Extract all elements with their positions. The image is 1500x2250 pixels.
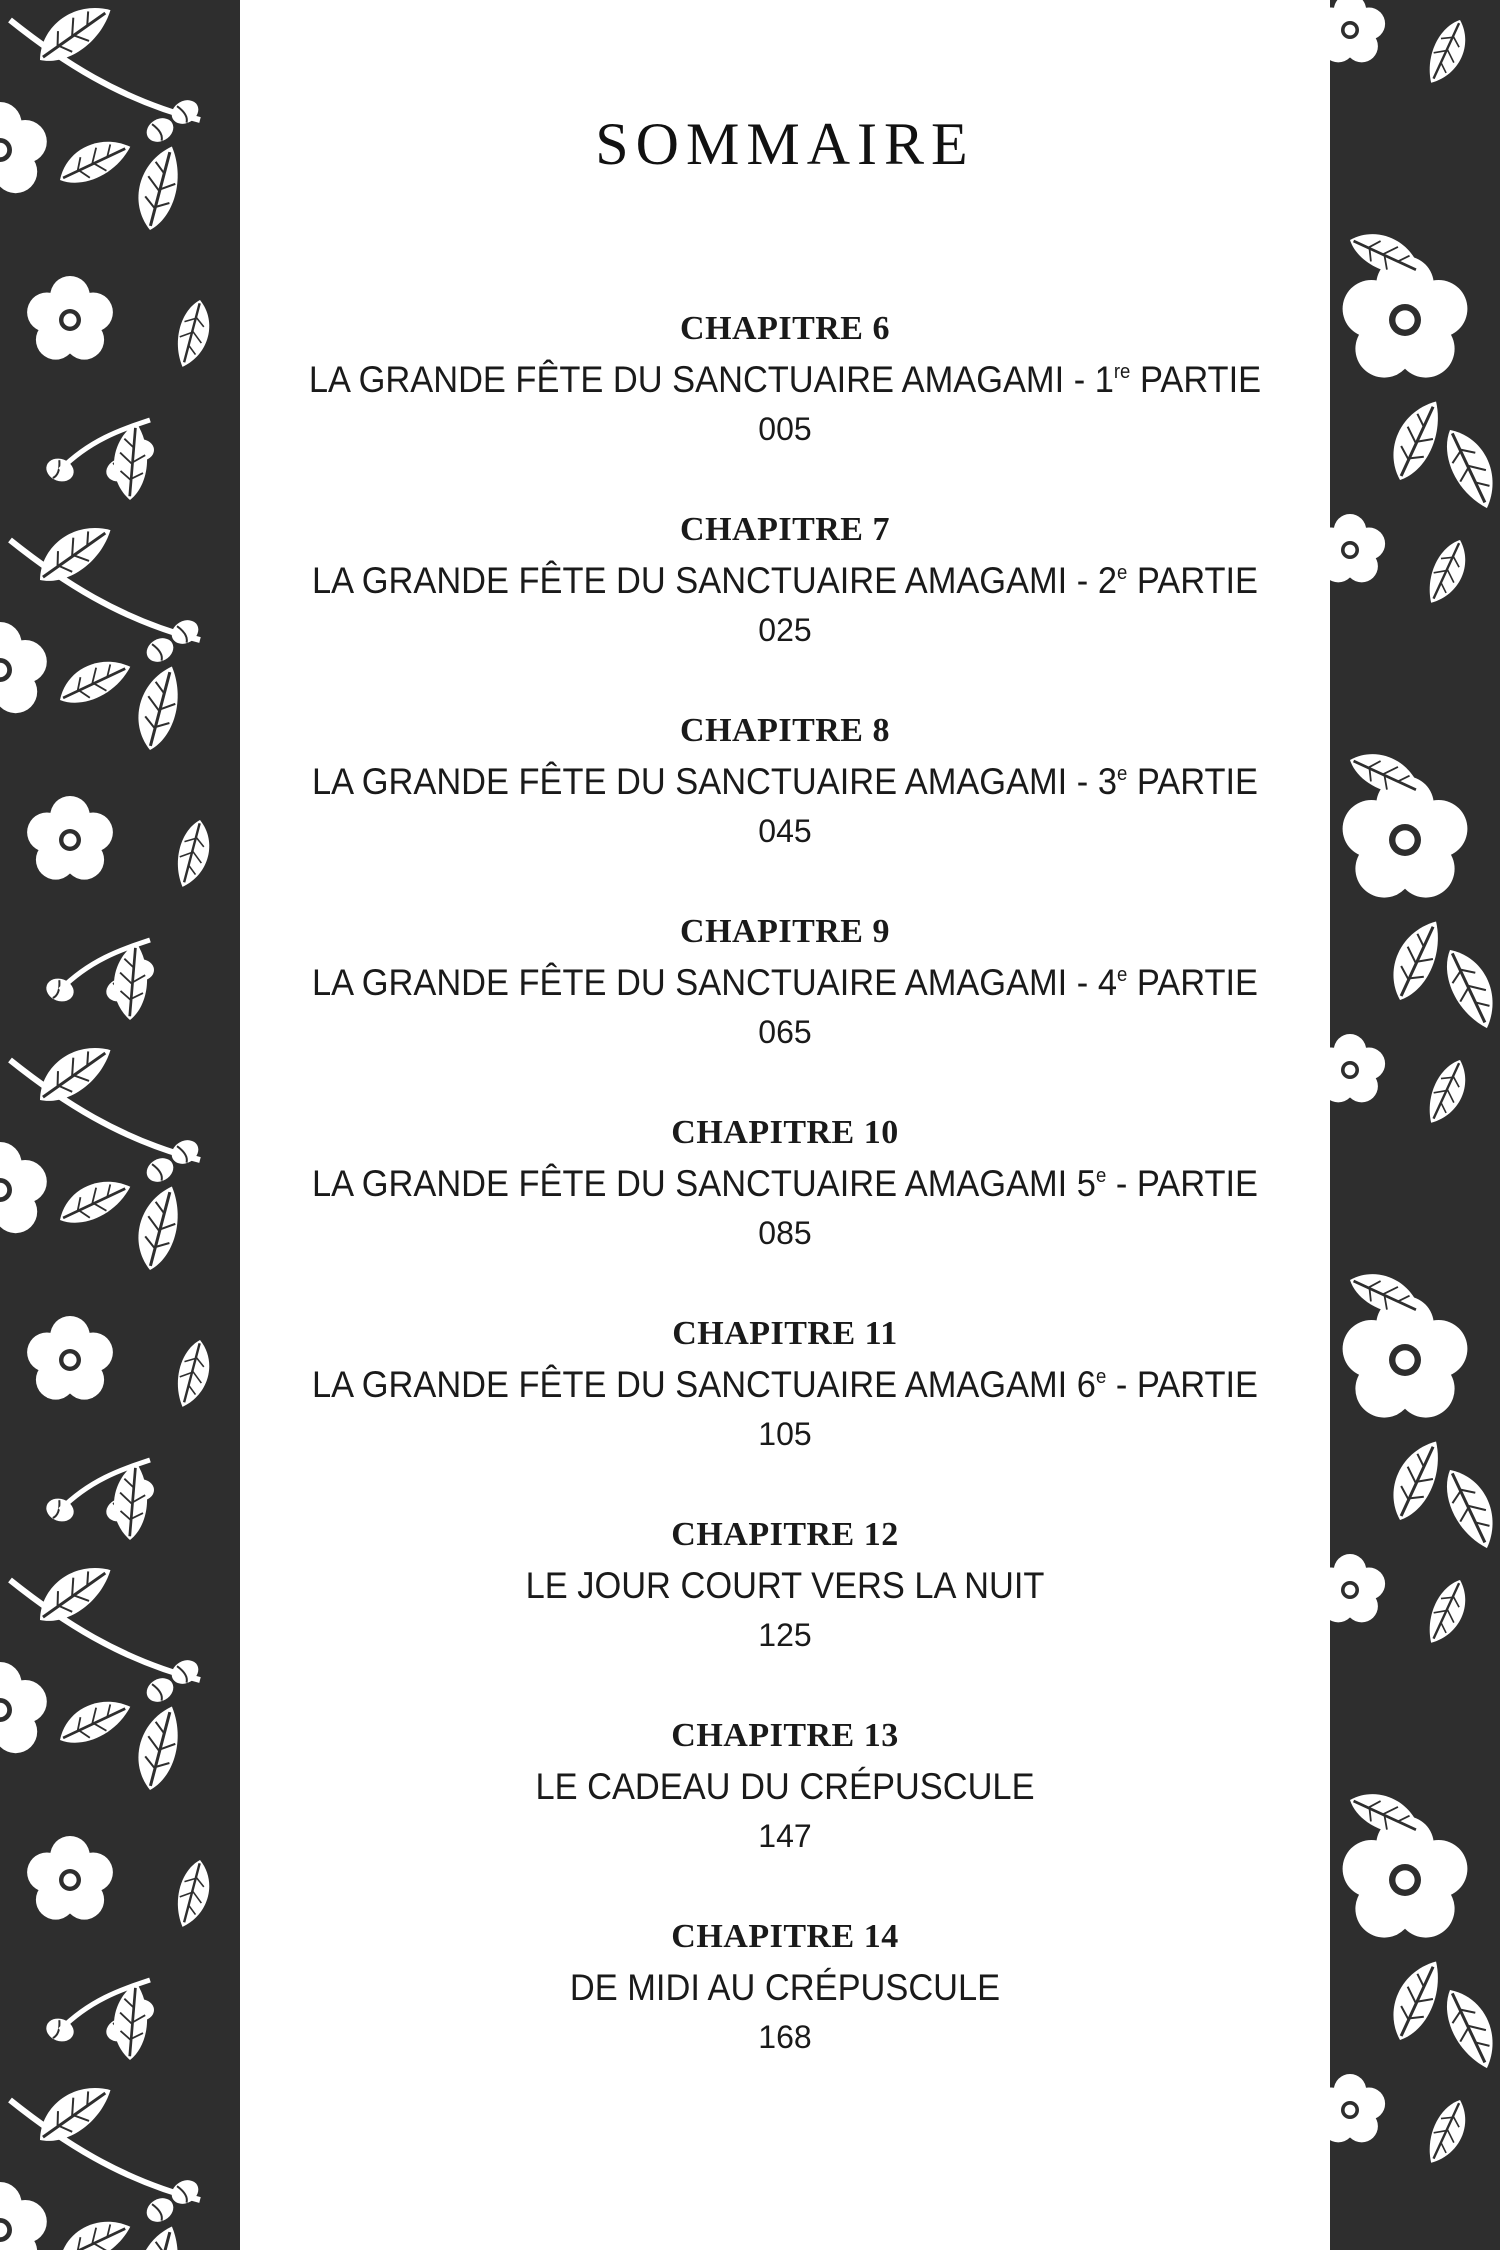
ordinal-suffix: re (1113, 361, 1131, 383)
page-number: 168 (758, 2019, 812, 2055)
toc-entry[interactable] (240, 908, 1330, 1109)
chapter-title-suffix: - PARTIE (1106, 1163, 1258, 1204)
chapter-title-text: LE CADEAU DU CRÉPUSCULE (535, 1766, 1035, 1807)
page-number: 025 (758, 612, 812, 648)
chapter-label: CHAPITRE 13 (671, 1717, 899, 1754)
toc-entry[interactable] (240, 1511, 1330, 1712)
toc-entry[interactable] (240, 707, 1330, 908)
ordinal-suffix: e (1095, 1366, 1107, 1388)
chapter-title (278, 956, 1292, 1010)
chapter-title-text: LA GRANDE FÊTE DU SANCTUAIRE AMAGAMI - 1 (308, 359, 1114, 400)
right-floral-border (1330, 0, 1500, 2250)
chapter-title-text: LA GRANDE FÊTE DU SANCTUAIRE AMAGAMI 6 (312, 1364, 1096, 1405)
chapter-title (278, 554, 1292, 608)
page-number: 045 (758, 813, 812, 849)
table-of-contents-page (240, 0, 1330, 2250)
chapter-title-text: LA GRANDE FÊTE DU SANCTUAIRE AMAGAMI - 3 (312, 761, 1117, 802)
page-number: 125 (758, 1617, 812, 1653)
page-title: SOMMAIRE (595, 111, 975, 177)
chapter-title (278, 755, 1292, 809)
toc-entry[interactable] (240, 1310, 1330, 1511)
chapter-title (278, 1961, 1292, 2015)
chapter-label: CHAPITRE 8 (680, 712, 890, 749)
chapter-title (278, 1559, 1292, 1613)
left-floral-border (0, 0, 240, 2250)
chapter-title-suffix: PARTIE (1130, 359, 1262, 400)
toc-entry[interactable] (240, 506, 1330, 707)
chapter-label: CHAPITRE 6 (680, 310, 890, 347)
chapter-label: CHAPITRE 14 (671, 1918, 899, 1955)
toc-entry[interactable] (240, 305, 1330, 506)
page-number: 065 (758, 1014, 812, 1050)
chapter-label: CHAPITRE 7 (680, 511, 890, 548)
ordinal-suffix: e (1116, 763, 1128, 785)
chapter-title-text: DE MIDI AU CRÉPUSCULE (569, 1967, 1001, 2008)
toc-entry[interactable] (240, 1109, 1330, 1310)
chapter-title-text: LA GRANDE FÊTE DU SANCTUAIRE AMAGAMI - 4 (312, 962, 1117, 1003)
ordinal-suffix: e (1095, 1165, 1107, 1187)
toc-entry[interactable] (240, 1913, 1330, 2114)
chapter-label: CHAPITRE 9 (680, 913, 890, 950)
floral-pattern-left (0, 0, 240, 2250)
chapter-title (278, 1760, 1292, 1814)
page-number: 005 (758, 411, 812, 447)
page-number: 147 (758, 1818, 812, 1854)
chapter-title-suffix: PARTIE (1127, 761, 1258, 802)
ordinal-suffix: e (1116, 964, 1128, 986)
chapter-title-text: LE JOUR COURT VERS LA NUIT (525, 1565, 1045, 1606)
chapter-title-suffix: PARTIE (1127, 560, 1258, 601)
chapter-title (278, 1157, 1292, 1211)
chapter-title-suffix: PARTIE (1127, 962, 1258, 1003)
ordinal-suffix: e (1116, 562, 1128, 584)
toc-list (240, 305, 1330, 2114)
chapter-title (278, 353, 1292, 407)
chapter-label: CHAPITRE 11 (672, 1315, 898, 1352)
floral-pattern-right (1330, 0, 1500, 2250)
chapter-title-suffix: - PARTIE (1106, 1364, 1258, 1405)
toc-entry[interactable] (240, 1712, 1330, 1913)
chapter-title (278, 1358, 1292, 1412)
chapter-label: CHAPITRE 10 (671, 1114, 899, 1151)
page-number: 105 (758, 1416, 812, 1452)
chapter-title-text: LA GRANDE FÊTE DU SANCTUAIRE AMAGAMI - 2 (312, 560, 1117, 601)
chapter-title-text: LA GRANDE FÊTE DU SANCTUAIRE AMAGAMI 5 (312, 1163, 1096, 1204)
chapter-label: CHAPITRE 12 (671, 1516, 899, 1553)
page-number: 085 (758, 1215, 812, 1251)
